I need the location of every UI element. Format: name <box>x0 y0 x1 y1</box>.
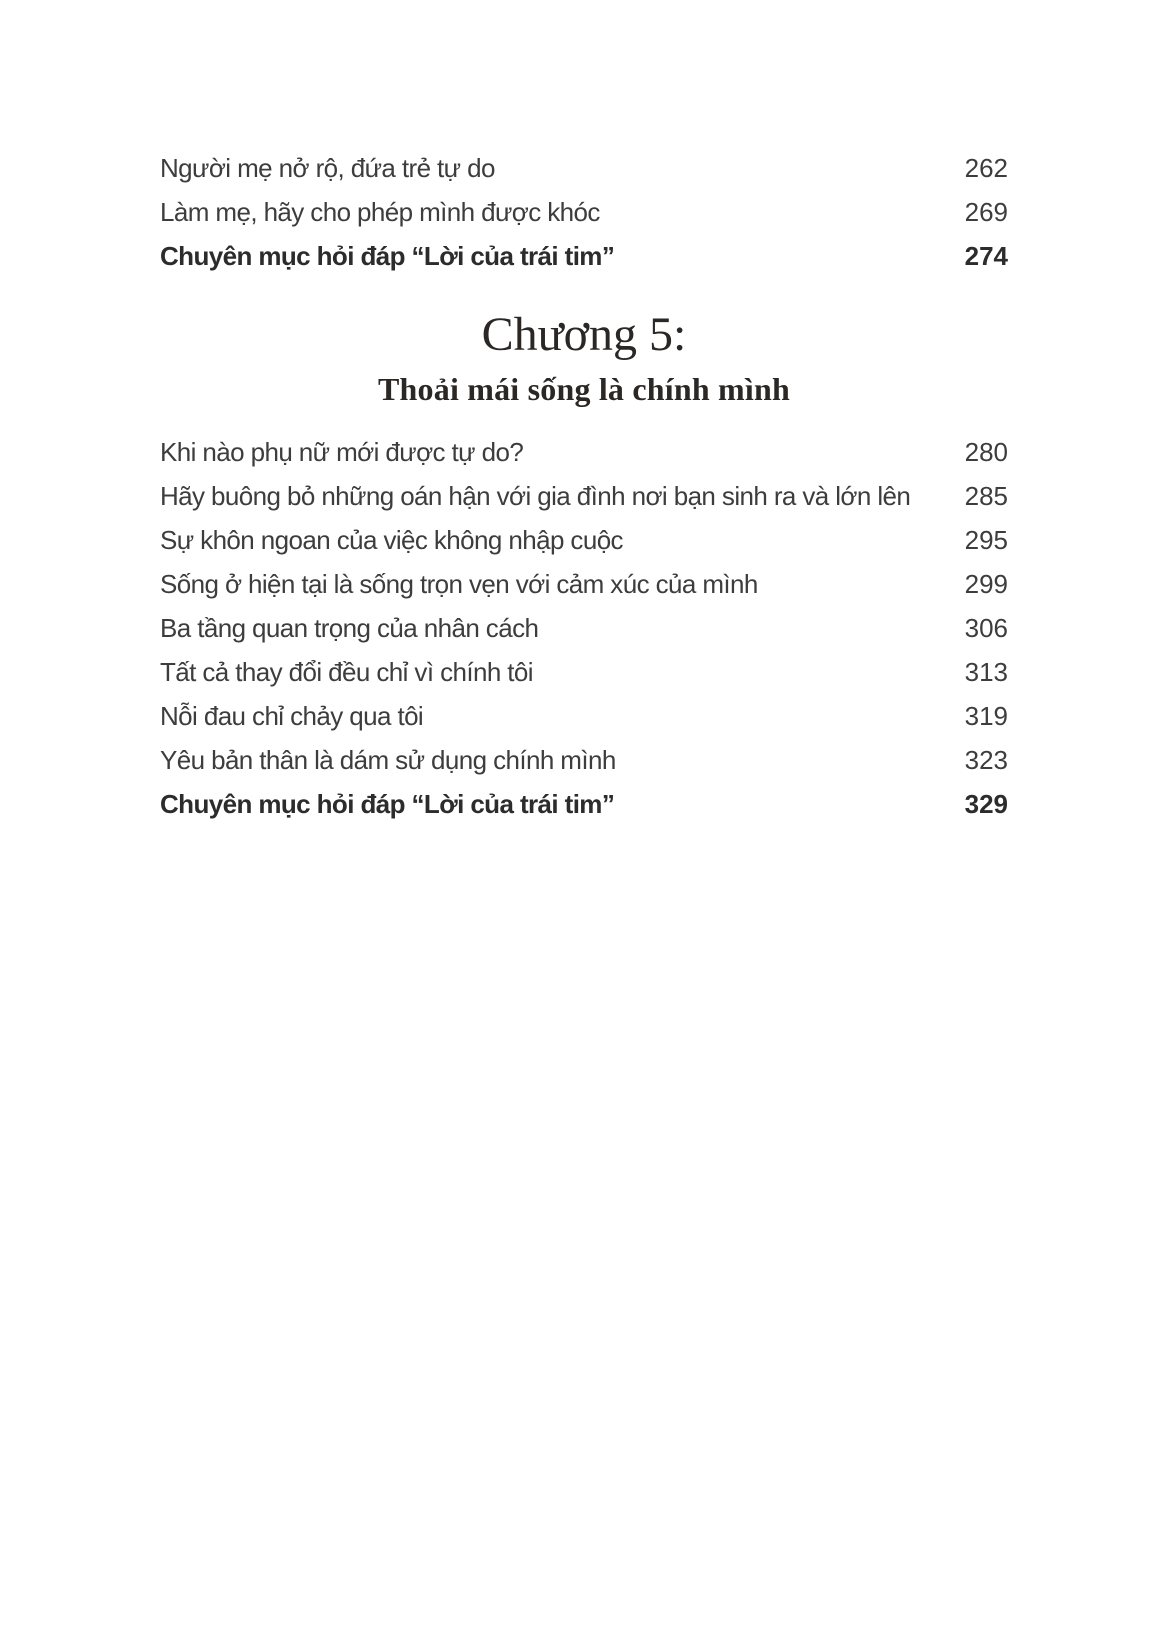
toc-entry-title: Sự khôn ngoan của việc không nhập cuộc <box>160 524 623 555</box>
toc-entry-page-number: 262 <box>964 152 1008 183</box>
toc-entry-title: Yêu bản thân là dám sử dụng chính mình <box>160 744 616 775</box>
toc-entry-title: Làm mẹ, hãy cho phép mình được khóc <box>160 196 600 227</box>
toc-entry-page-number: 329 <box>964 788 1008 819</box>
toc-row <box>160 606 1008 650</box>
toc-row <box>160 430 1008 474</box>
toc-entry-page-number: 280 <box>964 436 1008 467</box>
toc-row <box>160 650 1008 694</box>
toc-row <box>160 234 1008 278</box>
toc-row <box>160 190 1008 234</box>
toc-entry-title: Sống ở hiện tại là sống trọn vẹn với cảm xúc của mình <box>160 568 758 599</box>
toc-entry-page-number: 285 <box>964 480 1008 511</box>
chapter-heading: Chương 5: <box>481 308 687 361</box>
toc-row <box>160 738 1008 782</box>
toc-entry-title: Hãy buông bỏ những oán hận với gia đình nơi bạn sinh ra và lớn lên <box>160 480 911 511</box>
toc-row <box>160 146 1008 190</box>
toc-entry-title: Người mẹ nở rộ, đứa trẻ tự do <box>160 152 495 183</box>
toc-row <box>160 474 1008 518</box>
toc-entry-page-number: 299 <box>964 568 1008 599</box>
toc-entry-title: Chuyên mục hỏi đáp “Lời của trái tim” <box>160 240 615 271</box>
toc-row <box>160 694 1008 738</box>
toc-section-chapter-5 <box>160 430 1008 826</box>
toc-entry-title: Khi nào phụ nữ mới được tự do? <box>160 436 524 467</box>
toc-entry-page-number: 269 <box>964 196 1008 227</box>
toc-entry-page-number: 295 <box>964 524 1008 555</box>
toc-entry-title: Nỗi đau chỉ chảy qua tôi <box>160 700 424 731</box>
chapter-title: Thoải mái sống là chính mình <box>378 371 790 407</box>
toc-entry-page-number: 306 <box>964 612 1008 643</box>
toc-entry-title: Tất cả thay đổi đều chỉ vì chính tôi <box>160 656 533 687</box>
toc-entry-page-number: 319 <box>964 700 1008 731</box>
toc-entry-page-number: 313 <box>964 656 1008 687</box>
toc-section-previous-chapter <box>160 146 1008 278</box>
toc-row <box>160 562 1008 606</box>
toc-entry-page-number: 323 <box>964 744 1008 775</box>
toc-entry-title: Chuyên mục hỏi đáp “Lời của trái tim” <box>160 788 615 819</box>
toc-entry-page-number: 274 <box>964 240 1008 271</box>
toc-entry-title: Ba tầng quan trọng của nhân cách <box>160 612 539 643</box>
toc-row <box>160 782 1008 826</box>
toc-row <box>160 518 1008 562</box>
